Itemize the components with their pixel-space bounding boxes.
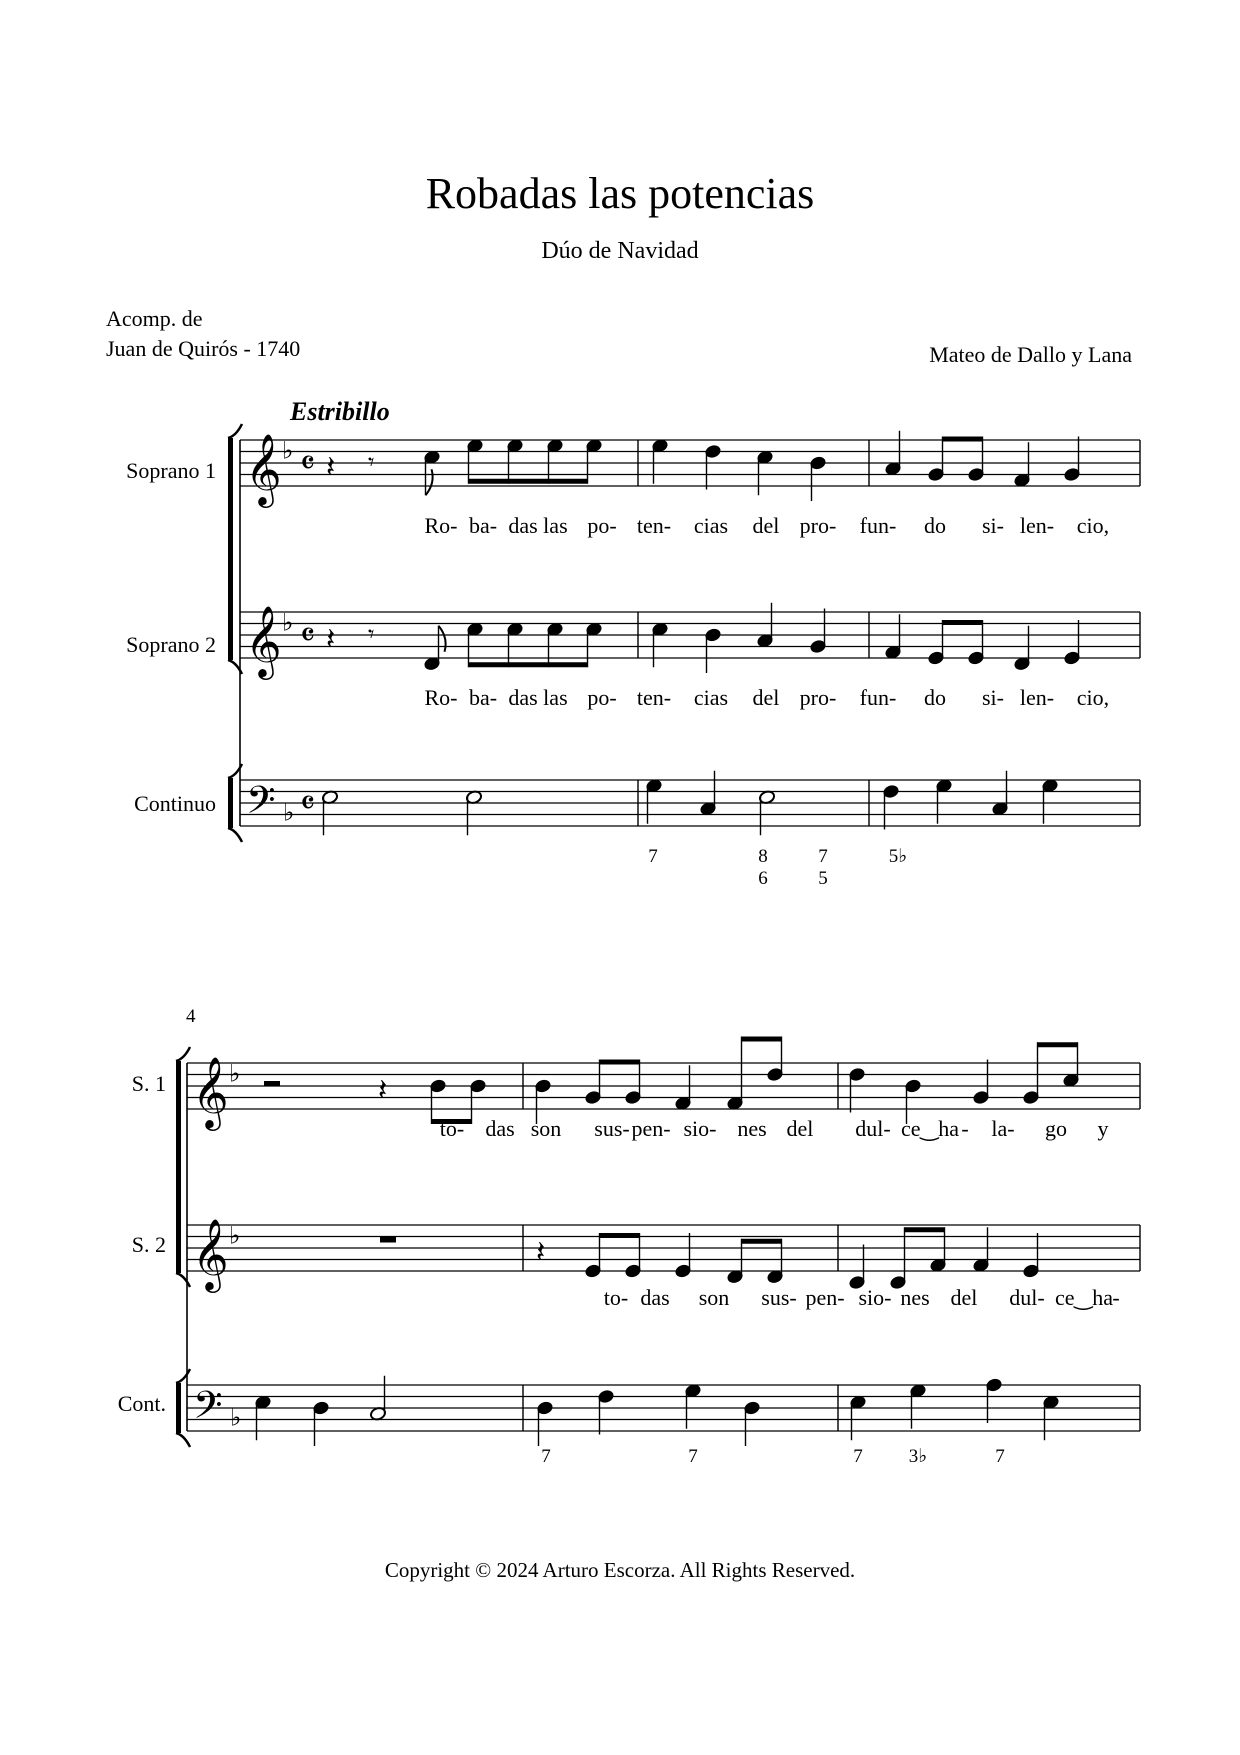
s2-lyric: do	[924, 685, 946, 710]
bass-clef: 𝄢	[193, 1384, 223, 1436]
flat-sign: ♭	[229, 1061, 241, 1088]
bracket-tip	[176, 1047, 190, 1061]
s2-sys2-lyric: son	[698, 1285, 730, 1310]
note-flag	[439, 626, 446, 652]
bracket-tip	[176, 1273, 190, 1287]
score-title: Robadas las potencias	[425, 169, 815, 218]
s2-lyric: si-	[982, 685, 1004, 710]
figured-bass: 5♭	[888, 846, 908, 867]
s1-sys2-lyric: pen-	[631, 1116, 671, 1141]
bracket-tip	[228, 424, 242, 438]
part-name-cont: Cont.	[117, 1391, 166, 1416]
s2-sys2-lyric: ce‿ha	[1055, 1285, 1113, 1310]
flat-sign: ♭	[229, 1223, 241, 1250]
note-beam	[943, 437, 983, 442]
s1-sys2-lyric: la-	[991, 1116, 1015, 1141]
system-bracket	[176, 1383, 181, 1433]
arranger-name: Juan de Quirós - 1740	[106, 336, 301, 361]
s1-sys2-lyric: ce‿ha	[901, 1116, 959, 1141]
s1-sys2-lyric: son	[530, 1116, 562, 1141]
s1-sys2-lyric: das	[485, 1116, 515, 1141]
time-signature: 𝄴	[300, 617, 316, 655]
flat-sign: ♭	[283, 800, 295, 827]
s1-lyric: do	[924, 513, 946, 538]
s1-sys2-lyric: del	[786, 1116, 814, 1141]
s1-sys2-lyric: y	[1097, 1116, 1109, 1141]
figured-bass: 7	[648, 846, 658, 867]
whole-rest	[380, 1237, 396, 1243]
s1-lyric: cio,	[1076, 513, 1110, 538]
note-beam	[600, 1233, 640, 1238]
note-beam	[469, 662, 588, 667]
score-subtitle: Dúo de Navidad	[541, 238, 699, 264]
system-bracket	[176, 1061, 181, 1273]
s2-lyric: po-	[587, 685, 617, 710]
s2-sys2-lyric: to-	[603, 1285, 629, 1310]
part-name-s2: S. 2	[131, 1232, 166, 1257]
part-name-soprano-2: Soprano 2	[126, 632, 216, 657]
s1-sys2-lyric: to-	[439, 1116, 465, 1141]
s1-lyric: del	[752, 513, 780, 538]
figured-bass: 5	[818, 868, 828, 889]
time-signature: 𝄴	[300, 445, 316, 483]
bass-clef: 𝄢	[246, 779, 276, 831]
s2-lyric: fun-	[859, 685, 897, 710]
note-beam	[742, 1239, 782, 1244]
figured-bass: 7	[688, 1446, 698, 1467]
measure-number: 4	[186, 1006, 196, 1027]
figured-bass: 8	[758, 846, 768, 867]
figured-bass: 3♭	[908, 1446, 928, 1467]
composer-name: Mateo de Dallo y Lana	[929, 342, 1132, 367]
figured-bass: 7	[995, 1446, 1005, 1467]
quarter-rest: 𝄽	[536, 1235, 546, 1269]
bracket-tip	[176, 1433, 190, 1447]
s2-sys2-lyric: das	[640, 1285, 670, 1310]
half-rest	[264, 1081, 280, 1086]
figured-bass: 7	[541, 1446, 551, 1467]
s2-lyric: len-	[1019, 685, 1055, 710]
s2-sys2-lyric: -	[1112, 1285, 1120, 1310]
flat-sign: ♭	[230, 1405, 242, 1432]
s2-lyric: del	[752, 685, 780, 710]
eighth-rest: 𝄾	[368, 621, 375, 648]
s1-sys2-lyric: nes	[737, 1116, 767, 1141]
s1-lyric: ten-	[636, 513, 672, 538]
s1-sys2-lyric: dul-	[855, 1116, 891, 1141]
eighth-rest: 𝄾	[368, 449, 375, 476]
quarter-rest: 𝄽	[378, 1073, 388, 1107]
part-name-continuo: Continuo	[134, 791, 216, 816]
s2-lyric: ba-	[468, 685, 498, 710]
bracket-tip	[176, 1369, 190, 1383]
s2-lyric: pro-	[799, 685, 837, 710]
note-beam	[600, 1060, 640, 1065]
section-marking: Estribillo	[290, 397, 390, 426]
s1-lyric: cias	[693, 513, 729, 538]
s1-sys2-lyric: go	[1045, 1116, 1067, 1141]
s2-sys2-lyric: dul-	[1009, 1285, 1045, 1310]
s1-lyric: si-	[982, 513, 1004, 538]
s1-lyric: len-	[1019, 513, 1055, 538]
note-beam	[1038, 1042, 1078, 1047]
s2-lyric: ten-	[636, 685, 672, 710]
bracket-tip	[228, 828, 242, 842]
s1-lyric: das las	[508, 513, 568, 538]
s1-lyric: fun-	[859, 513, 897, 538]
note-beam	[905, 1227, 945, 1232]
quarter-rest: 𝄽	[326, 622, 336, 656]
s2-lyric: cias	[693, 685, 729, 710]
s1-sys2-lyric: sio-	[683, 1116, 717, 1141]
note-beam	[943, 620, 983, 625]
s1-lyric: pro-	[799, 513, 837, 538]
flat-sign: ♭	[282, 438, 294, 465]
treble-clef: 𝄞	[192, 1059, 229, 1127]
s2-lyric: cio,	[1076, 685, 1110, 710]
s1-sys2-lyric: sus-	[594, 1116, 630, 1141]
s1-lyric: Ro-	[424, 513, 458, 538]
quarter-rest: 𝄽	[326, 450, 336, 484]
arranger-label: Acomp. de	[106, 306, 203, 331]
system-bracket	[228, 778, 233, 828]
treble-clef: 𝄞	[245, 436, 282, 504]
part-name-s1: S. 1	[131, 1071, 166, 1096]
part-name-soprano-1: Soprano 1	[126, 458, 216, 483]
treble-clef: 𝄞	[245, 608, 282, 676]
copyright-notice: Copyright © 2024 Arturo Escorza. All Rights Reserved.	[384, 1558, 856, 1582]
s2-lyric: Ro-	[424, 685, 458, 710]
figured-bass: 6	[758, 868, 768, 889]
note-beam	[469, 479, 588, 484]
s2-sys2-lyric: pen-	[805, 1285, 845, 1310]
note-beam	[742, 1037, 782, 1042]
s2-lyric: das las	[508, 685, 568, 710]
s2-sys2-lyric: sio-	[858, 1285, 892, 1310]
figured-bass: 7	[853, 1446, 863, 1467]
treble-clef: 𝄞	[192, 1221, 229, 1289]
system-bracket	[228, 438, 233, 660]
s2-sys2-lyric: nes	[900, 1285, 930, 1310]
s1-sys2-lyric: -	[961, 1116, 969, 1141]
s2-sys2-lyric: sus-	[761, 1285, 797, 1310]
note-flag	[426, 469, 433, 495]
time-signature: 𝄴	[300, 785, 316, 823]
figured-bass: 7	[818, 846, 828, 867]
s1-lyric: po-	[587, 513, 617, 538]
s1-lyric: ba-	[468, 513, 498, 538]
flat-sign: ♭	[282, 610, 294, 637]
s2-sys2-lyric: del	[950, 1285, 978, 1310]
